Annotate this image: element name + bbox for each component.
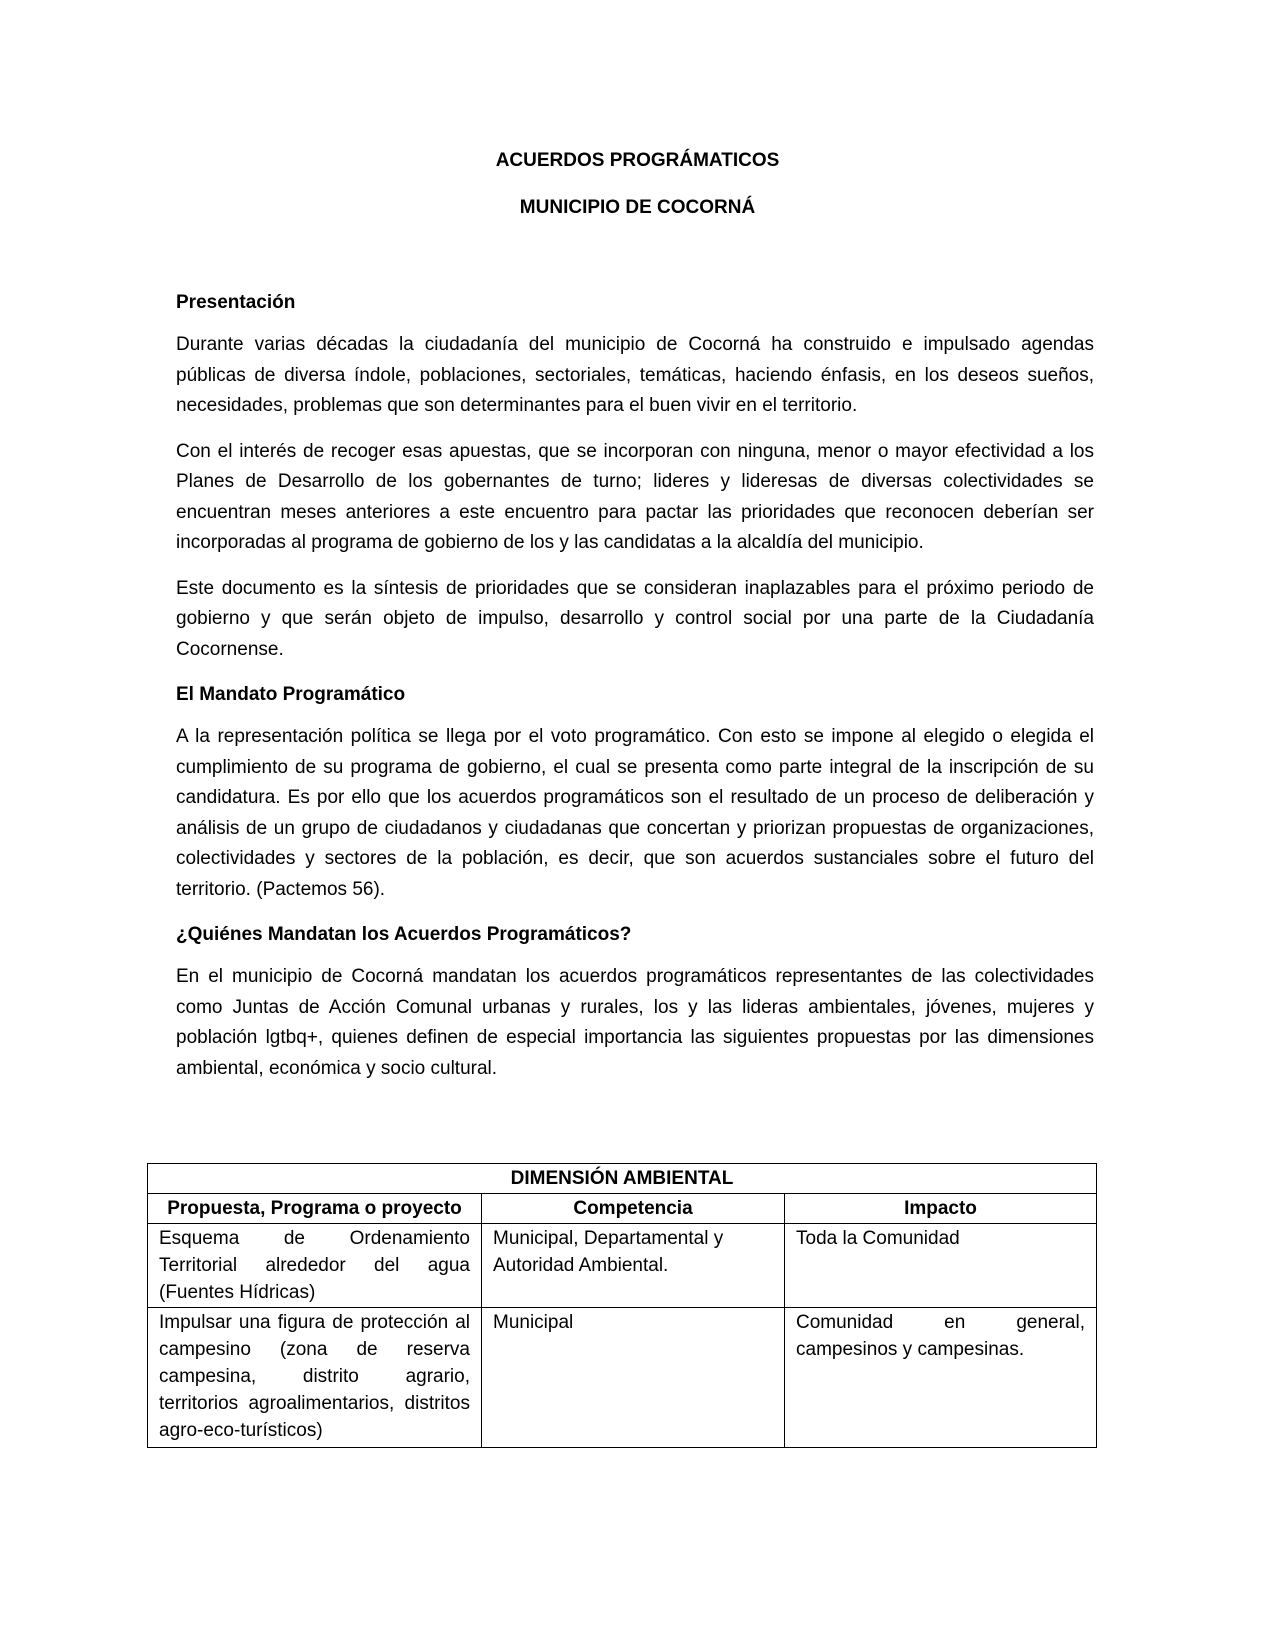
table-cell: Toda la Comunidad (785, 1224, 1097, 1308)
document-title: ACUERDOS PROGRÁMATICOS (495, 150, 780, 171)
paragraph: Este documento es la síntesis de prioridades que se consideran inaplazables para el próximo periodo de gobierno y que serán objeto de impulso, desarrollo y control social por una parte de la Ciudadanía Cocornense. (176, 577, 1094, 660)
section-heading-mandato: El Mandato Programático (176, 684, 406, 705)
paragraph: A la representación política se llega por el voto programático. Con esto se impone al elegido o elegida el cumplimiento de su programa de gobierno, el cual se presenta como parte integral de la inscripción de su candidatura. Es por ello que los acuerdos programáticos son el resultado de un proceso de deliberación y análisis de un grupo de ciudadanos y ciudadanas que concertan y priorizan propuestas de organizaciones, colectividades y sectores de la población, es decir, que son acuerdos sustanciales sobre el futuro del territorio. (Pactemos 56). (176, 726, 1094, 900)
table-header-impacto: Impacto (785, 1194, 1097, 1224)
document-subtitle: MUNICIPIO DE COCORNÁ (519, 197, 756, 218)
table-title: DIMENSIÓN AMBIENTAL (148, 1164, 1097, 1194)
section-heading-presentacion: Presentación (176, 292, 296, 313)
table-cell: Esquema de Ordenamiento Territorial alrededor del agua (Fuentes Hídricas) (148, 1224, 482, 1308)
document-body (176, 288, 1094, 1099)
paragraph: Durante varias décadas la ciudadanía del municipio de Cocorná ha construido e impulsado agendas públicas de diversa índole, poblaciones, sectoriales, temáticas, haciendo énfasis, en los deseos sueños, necesidades, problemas que son determinantes para el buen vivir en el territorio. (176, 334, 1094, 416)
table-cell: Municipal (482, 1308, 785, 1448)
section-heading-quienes: ¿Quiénes Mandatan los Acuerdos Programáticos? (176, 924, 632, 945)
table-row (148, 1224, 1097, 1308)
paragraph: En el municipio de Cocorná mandatan los acuerdos programáticos representantes de las colectividades como Juntas de Acción Comunal urbanas y rurales, los y las lideras ambientales, jóvenes, mujeres y población lgtbq+, quienes definen de especial importancia las siguientes propuestas por las dimensiones ambiental, económica y socio cultural. (176, 966, 1094, 1079)
dimension-table (147, 1163, 1096, 1448)
table-header-propuesta: Propuesta, Programa o proyecto (148, 1194, 482, 1224)
table-cell: Municipal, Departamental y Autoridad Ambiental. (482, 1224, 785, 1308)
table-header-competencia: Competencia (482, 1194, 785, 1224)
table-cell: Impulsar una figura de protección al campesino (zona de reserva campesina, distrito agrario, territorios agroalimentarios, distritos agro-eco-turísticos) (148, 1308, 482, 1448)
table-row (148, 1308, 1097, 1448)
paragraph: Con el interés de recoger esas apuestas, que se incorporan con ninguna, menor o mayor efectividad a los Planes de Desarrollo de los gobernantes de turno; lideres y lideresas de diversas colectividades se encuentran meses anteriores a este encuentro para pactar las prioridades que reconocen deberían ser incorporadas al programa de gobierno de los y las candidatas a la alcaldía del municipio. (176, 440, 1094, 553)
table-cell: Comunidad en general, campesinos y campesinas. (785, 1308, 1097, 1448)
